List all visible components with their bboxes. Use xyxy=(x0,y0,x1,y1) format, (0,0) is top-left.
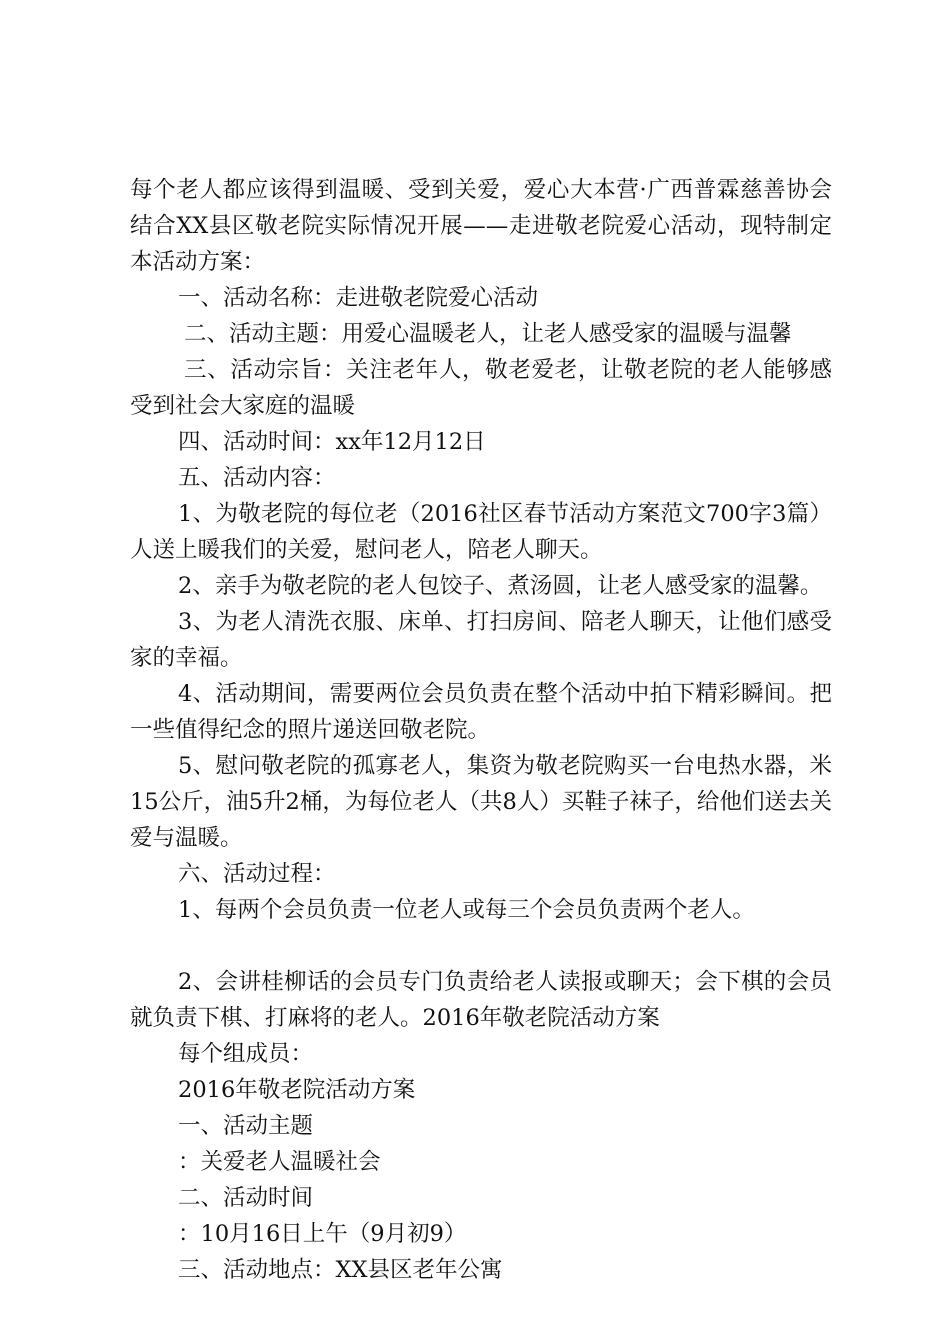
process-item-1: 1、每两个会员负责一位老人或每三个会员负责两个老人。 xyxy=(178,897,755,923)
plan-title: 2016年敬老院活动方案 xyxy=(178,1077,416,1103)
activity-name: 一、活动名称：走进敬老院爱心活动 xyxy=(178,285,539,311)
time-value: ：10月16日上午（9月初9） xyxy=(178,1221,467,1247)
blank-line xyxy=(130,928,832,964)
theme-value: ：关爱老人温暖社会 xyxy=(178,1149,381,1175)
activity-purpose: 三、活动宗旨：关注老年人，敬老爱老，让敬老院的老人能够感受到社会大家庭的温暖 xyxy=(130,357,832,419)
content-item-2: 2、亲手为敬老院的老人包饺子、煮汤圆，让老人感受家的温馨。 xyxy=(178,573,823,599)
intro-paragraph: 每个老人都应该得到温暖、受到关爱，爱心大本营·广西普霖慈善协会结合XX县区敬老院实际情况开展——走进敬老院爱心活动，现特制定本活动方案： xyxy=(130,177,832,275)
location-line: 三、活动地点：XX县区老年公寓 xyxy=(178,1257,503,1283)
content-item-3: 3、为老人清洗衣服、床单、打扫房间、陪老人聊天，让他们感受家的幸福。 xyxy=(130,609,832,671)
content-item-4: 4、活动期间，需要两位会员负责在整个活动中拍下精彩瞬间。把一些值得纪念的照片递送回敬老院。 xyxy=(130,681,832,743)
activity-content-heading: 五、活动内容： xyxy=(178,465,336,491)
content-item-1: 1、为敬老院的每位老（2016社区春节活动方案范文700字3篇）人送上暖我们的关爱，慰问老人，陪老人聊天。 xyxy=(130,501,832,563)
content-item-5: 5、慰问敬老院的孤寡老人，集资为敬老院购买一台电热水器，米15公斤，油5升2桶，为每位老人（共8人）买鞋子袜子，给他们送去关爱与温暖。 xyxy=(130,753,832,851)
time-heading: 二、活动时间 xyxy=(178,1185,314,1211)
document-body xyxy=(130,172,832,1288)
theme-heading: 一、活动主题 xyxy=(178,1113,314,1139)
process-item-2: 2、会讲桂柳话的会员专门负责给老人读报或聊天；会下棋的会员就负责下棋、打麻将的老人。2016年敬老院活动方案 xyxy=(130,969,832,1031)
activity-theme: 二、活动主题：用爱心温暖老人，让老人感受家的温暖与温馨 xyxy=(184,321,792,347)
activity-process-heading: 六、活动过程： xyxy=(178,861,336,887)
activity-time: 四、活动时间：xx年12月12日 xyxy=(178,429,486,455)
group-members-label: 每个组成员： xyxy=(178,1041,314,1067)
